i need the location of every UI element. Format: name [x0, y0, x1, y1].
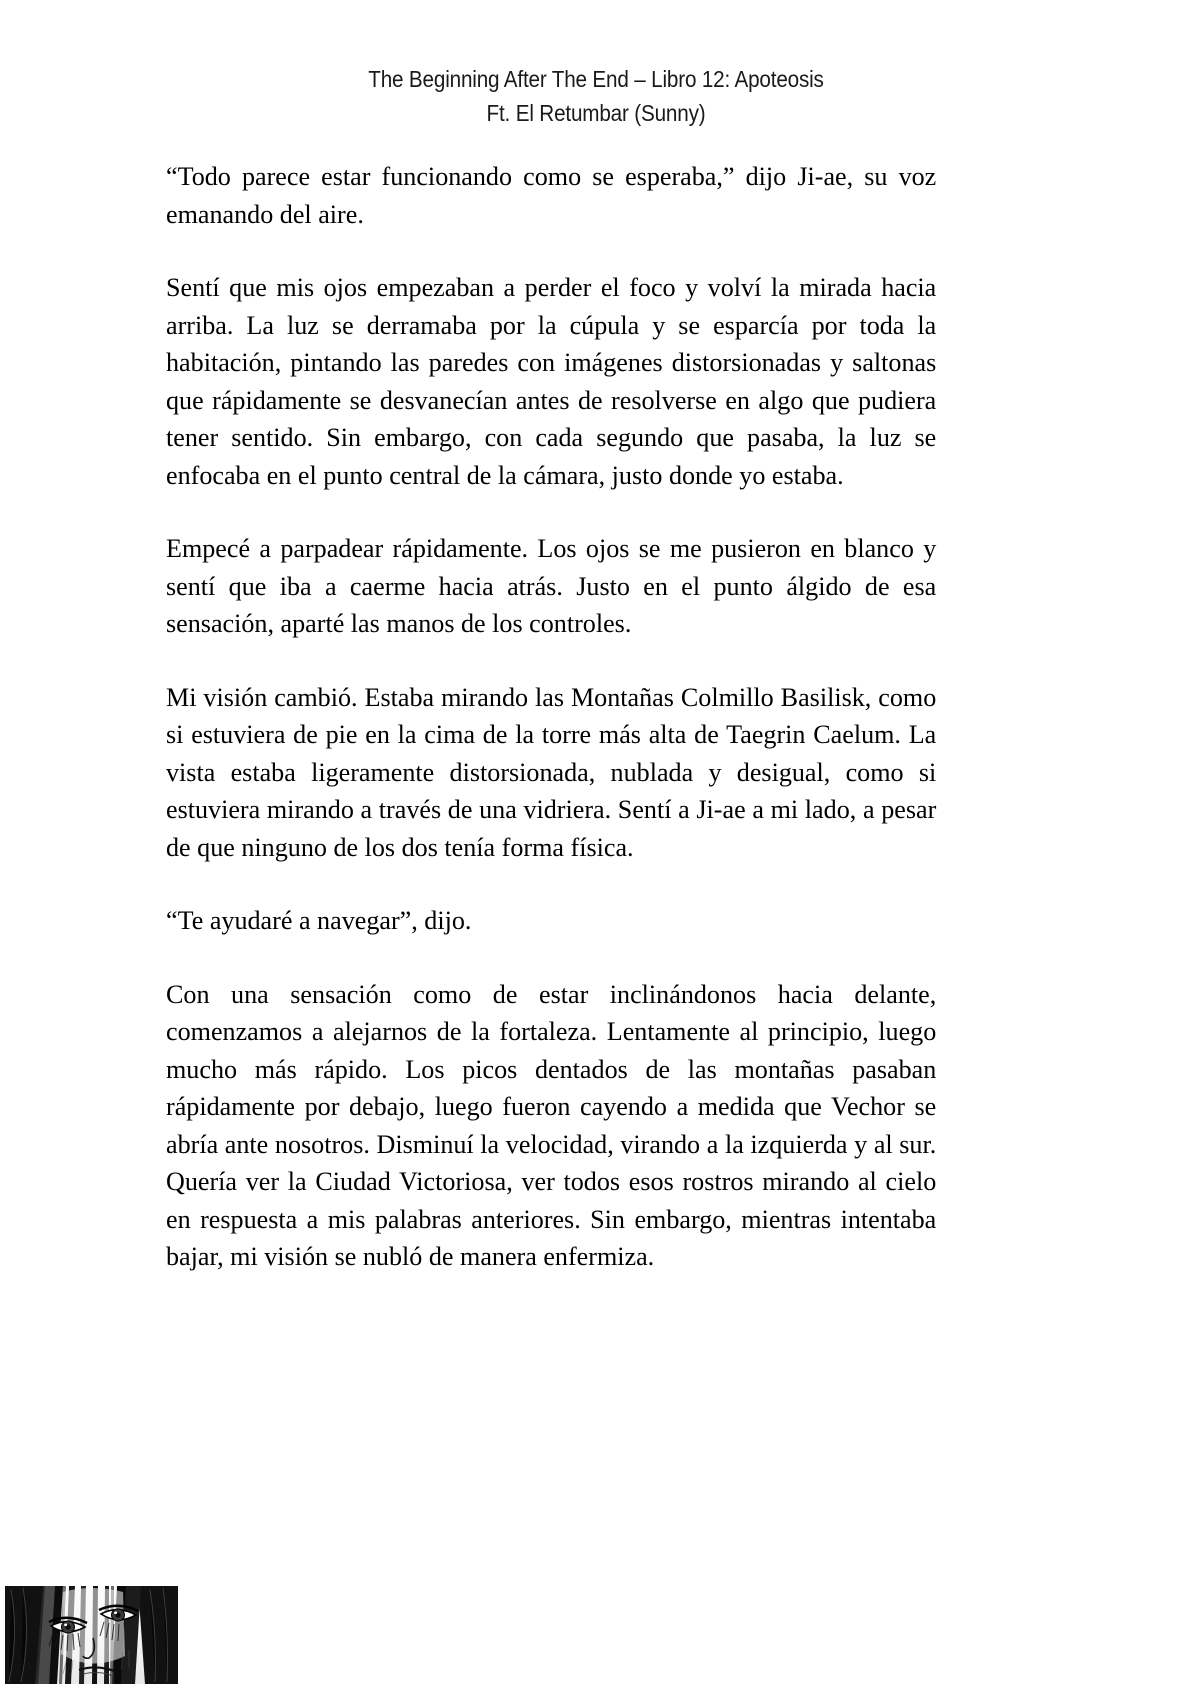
- paragraph-2: Sentí que mis ojos empezaban a perder el foco y volví la mirada hacia arriba. La luz se derramaba por la cúpula y se esparcía por toda la habitación, pintando las paredes con imágenes distorsionadas y saltonas que rápidamente se desvanecían antes de resolverse en algo que pudiera tener sentido. Sin embargo, con cada segundo que pasaba, la luz se enfocaba en el punto central de la cámara, justo donde yo estaba.: [166, 272, 937, 490]
- header-title-line: The Beginning After The End – Libro 12: Apoteosis: [368, 66, 824, 92]
- paragraph-4: Mi visión cambió. Estaba mirando las Montañas Colmillo Basilisk, como si estuviera de pie en la cima de la torre más alta de Taegrin Caelum. La vista estaba ligeramente distorsionada, nublada y desigual, como si estuviera mirando a través de una vidriera. Sentí a Ji-ae a mi lado, a pesar de que ninguno de los dos tenía forma física.: [166, 681, 937, 862]
- paragraph-6: Con una sensación como de estar inclinándonos hacia delante, comenzamos a alejarnos de la fortaleza. Lentamente al principio, luego mucho más rápido. Los picos dentados de las montañas pasaban rápidamente por debajo, luego fueron cayendo a medida que Vechor se abría ante nosotros. Disminuí la velocidad, virando a la izquierda y al sur. Quería ver la Ciudad Victoriosa, ver todos esos rostros mirando al cielo en respuesta a mis palabras anteriores. Sin embargo, mientras intentaba bajar, mi visión se nubló de manera enfermiza.: [166, 978, 937, 1271]
- document-header: [72, 62, 1121, 130]
- manga-face-icon: [5, 1586, 178, 1684]
- document-body: [166, 158, 948, 1276]
- manga-face-illustration: [5, 1586, 178, 1684]
- paragraph-5: “Te ayudaré a navegar”, dijo.: [166, 905, 472, 935]
- paragraph-1: “Todo parece estar funcionando como se esperaba,” dijo Ji-ae, su voz emanando del aire.: [166, 161, 937, 229]
- header-subtitle-line: Ft. El Retumbar (Sunny): [486, 100, 706, 126]
- paragraph-3: Empecé a parpadear rápidamente. Los ojos se me pusieron en blanco y sentí que iba a caerme hacia atrás. Justo en el punto álgido de esa sensación, aparté las manos de los controles.: [166, 533, 937, 638]
